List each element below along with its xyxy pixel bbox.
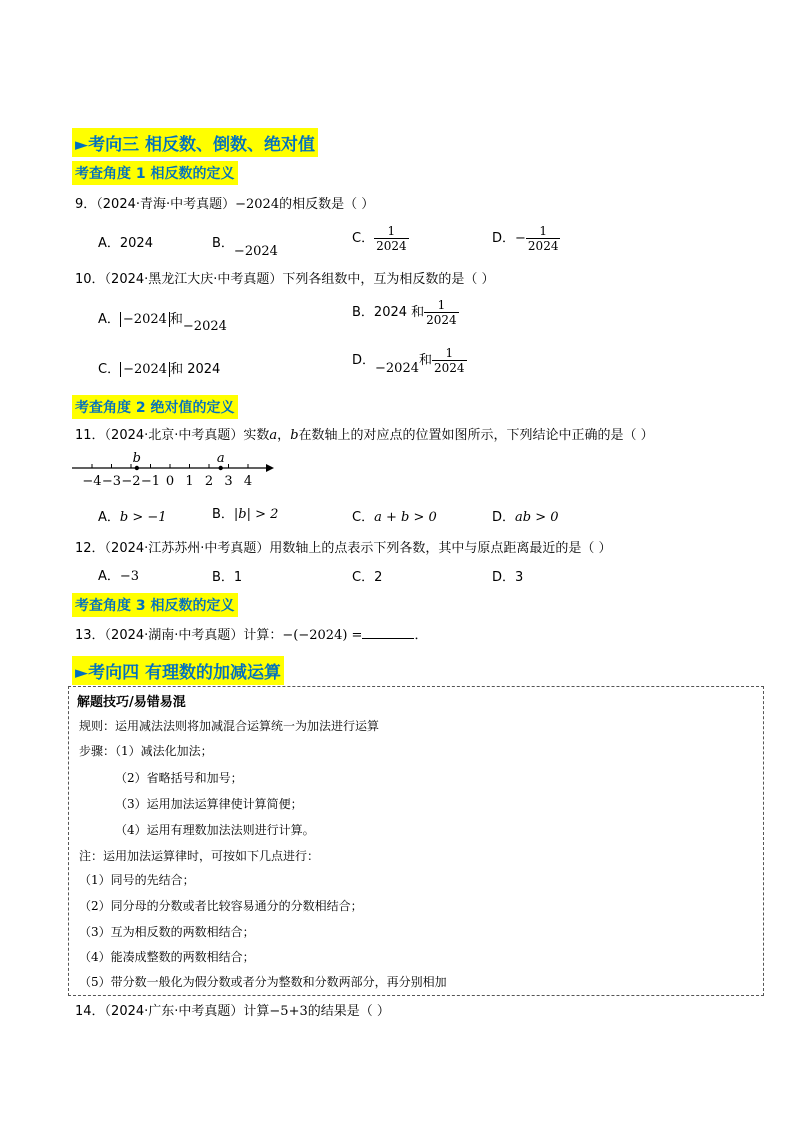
- q10-d-math: −2024: [375, 361, 419, 376]
- tips-line: （1）同号的先结合；: [79, 873, 195, 887]
- tips-line: 注：运用加法运算律时，可按如下几点进行：: [79, 849, 320, 863]
- question-12-stem: 12．（2024·江苏苏州·中考真题）用数轴上的点表示下列各数，其中与原点距离最近的是（ ）: [75, 541, 612, 556]
- q12-option-d: D．3: [492, 570, 524, 585]
- q10-d-label: D．: [352, 353, 376, 368]
- q11-comma: ，: [277, 428, 291, 443]
- q9-c-label: C．: [352, 231, 375, 246]
- tips-title: 解题技巧/易错易混: [77, 695, 186, 710]
- q11-option-c: [352, 506, 437, 525]
- answer-blank[interactable]: [362, 626, 414, 639]
- tips-line: （4）能凑成整数的两数相结合；: [79, 950, 255, 964]
- q10-b-fraction: [424, 298, 459, 327]
- q10-a-math: −2024: [182, 319, 227, 334]
- q9-c-fraction: [374, 224, 409, 253]
- section-heading-4: ►考向四 有理数的加减运算: [72, 656, 284, 685]
- q14-text: 的结果是（ ）: [307, 1004, 390, 1019]
- q9-option-b: [212, 232, 278, 259]
- number-line-point-label-b: b: [132, 451, 142, 466]
- q9-d-numerator: 1: [539, 224, 548, 238]
- number-line-tick-label: −4: [82, 474, 102, 489]
- question-11-stem: [75, 424, 654, 443]
- q10-b-numerator: 1: [437, 298, 446, 312]
- q10-a-abs: −2024: [120, 312, 170, 327]
- q10-b-denominator: 2024: [426, 313, 457, 327]
- number-line-tick-label: 3: [224, 474, 233, 489]
- q11-text: 在数轴上的对应点的位置如图所示，下列结论中正确的是（ ）: [298, 428, 654, 443]
- q9-option-a: A．2024: [98, 236, 153, 251]
- number-line-tick-label: 0: [165, 474, 175, 489]
- tips-line: （2）同分母的分数或者比较容易通分的分数相结合；: [79, 899, 363, 913]
- q10-d-fraction: [432, 346, 467, 375]
- q10-d-numerator: 1: [445, 346, 454, 360]
- q9-source: 9．（2024·青海·中考真题）: [75, 197, 236, 212]
- q11-d-math: ab > 0: [515, 510, 559, 525]
- q12-option-a: [98, 565, 139, 584]
- number-line: [70, 450, 280, 492]
- q9-d-fraction: [526, 224, 561, 253]
- number-line-tick-label: −1: [140, 474, 161, 489]
- q9-option-d: [492, 224, 560, 253]
- q10-c-abs: −2024: [120, 362, 170, 377]
- q11-a-label: A．: [98, 510, 120, 525]
- q11-b-label: B．: [212, 507, 234, 522]
- q10-a-label: A．: [98, 312, 120, 327]
- q11-var-b: b: [290, 428, 299, 443]
- q11-c-math: a + b > 0: [374, 510, 437, 525]
- q13-math: −(−2024) =: [282, 628, 363, 643]
- q11-b-math: |b| > 2: [233, 507, 279, 522]
- tips-line: （3）互为相反数的两数相结合；: [79, 925, 255, 939]
- number-line-tick-label: 4: [243, 474, 253, 489]
- q10-d-and: 和: [419, 353, 433, 368]
- q9-c-numerator: 1: [387, 224, 396, 238]
- angle-heading-1: 考查角度 1 相反数的定义: [72, 161, 238, 185]
- q12-a-label: A．: [98, 569, 120, 584]
- q12-option-b: B．1: [212, 570, 243, 585]
- q11-var-a: a: [269, 428, 278, 443]
- q11-source: 11．（2024·北京·中考真题）实数: [75, 428, 270, 443]
- q9-text: 的相反数是（ ）: [279, 197, 375, 212]
- tips-box: [68, 686, 764, 996]
- section-heading-3: ►考向三 相反数、倒数、绝对值: [72, 128, 318, 157]
- angle-heading-3: 考查角度 3 相反数的定义: [72, 593, 238, 617]
- q9-d-label: D．: [492, 231, 516, 246]
- tips-line: 规则：运用减法法则将加减混合运算统一为加法进行运算: [79, 719, 380, 733]
- number-line-tick-label: −3: [101, 474, 122, 489]
- number-line-point-a: [219, 466, 223, 470]
- number-line-arrow: [266, 464, 274, 472]
- q13-source: 13．（2024·湖南·中考真题）计算：: [75, 628, 283, 643]
- question-9-stem: [75, 193, 374, 212]
- question-13-stem: [75, 624, 427, 643]
- q9-d-denominator: 2024: [527, 239, 559, 253]
- tips-line: （4）运用有理数加法法则进行计算。: [115, 823, 315, 837]
- q10-option-b: [352, 298, 459, 327]
- q10-b-label: B．2024 和: [352, 305, 425, 320]
- q9-d-sign: −: [515, 231, 526, 246]
- q9-b-math: −2024: [233, 244, 278, 259]
- q12-option-c: C．2: [352, 570, 383, 585]
- question-10-stem: 10．（2024·黑龙江大庆·中考真题）下列各组数中，互为相反数的是（ ）: [75, 272, 495, 287]
- angle-heading-2: 考查角度 2 绝对值的定义: [72, 395, 238, 419]
- question-14-stem: [75, 1000, 390, 1019]
- q13-period: ．: [414, 628, 428, 643]
- number-line-point-b: [135, 466, 139, 470]
- q10-option-a: [98, 308, 227, 334]
- q11-option-b: [212, 503, 278, 522]
- q11-a-math: b > −1: [119, 510, 167, 525]
- q9-c-denominator: 2024: [376, 239, 407, 253]
- number-line-tick-label: 2: [204, 474, 214, 489]
- q10-option-c: [98, 358, 220, 377]
- q9-math: −2024: [235, 197, 280, 212]
- q12-a-math: −3: [119, 569, 140, 584]
- q14-source: 14．（2024·广东·中考真题）计算: [75, 1004, 270, 1019]
- tips-line: 步骤：（1）减法化加法；: [79, 744, 213, 758]
- q9-b-label: B．: [212, 236, 234, 251]
- q11-option-a: [98, 506, 167, 525]
- q10-c-and: 和 2024: [170, 362, 221, 377]
- q11-option-d: [492, 506, 559, 525]
- q10-option-d: [352, 346, 467, 375]
- number-line-point-label-a: a: [216, 451, 225, 466]
- number-line-tick-label: 1: [185, 474, 194, 489]
- q9-option-c: [352, 224, 409, 253]
- q14-math: −5+3: [269, 1004, 308, 1019]
- tips-line: （3）运用加法运算律使计算简便；: [115, 797, 303, 811]
- number-line-tick-label: −2: [121, 474, 141, 489]
- tips-line: （5）带分数一般化为假分数或者分为整数和分数两部分，再分别相加: [79, 975, 447, 989]
- q10-c-label: C．: [98, 362, 121, 377]
- q10-a-and: 和: [169, 312, 183, 327]
- q11-d-label: D．: [492, 510, 516, 525]
- q11-c-label: C．: [352, 510, 375, 525]
- tips-line: （2）省略括号和加号；: [115, 771, 243, 785]
- q10-d-denominator: 2024: [434, 361, 465, 375]
